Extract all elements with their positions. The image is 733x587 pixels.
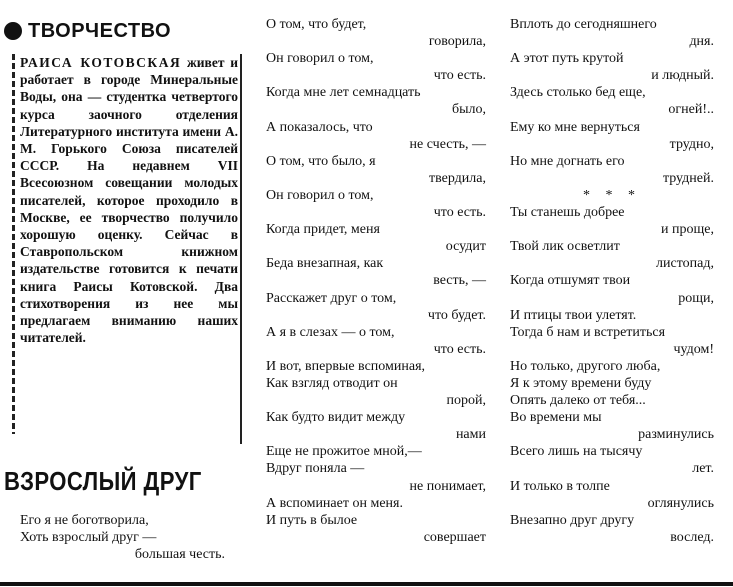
intro-text [20,54,238,346]
poem-separator: * * * [583,187,641,203]
poem-line: трудно, [669,136,714,152]
poem-line: Еще не прожитое мной,— [266,444,422,460]
poem-line: Тогда б нам и встретиться [510,324,666,340]
poem-line: лет. [692,461,714,477]
poem-line: Внезапно друг другу [510,512,635,528]
rubric-title: ТВОРЧЕСТВО [28,19,172,42]
poem-line: Вплоть до сегодняшнего [510,17,657,32]
poem-line: порой, [446,393,486,409]
poem-line: Ты станешь добрее [510,205,625,221]
poem-line: А вспоминает он меня. [266,495,403,511]
rubric-header [4,18,171,44]
poem-line: трудней. [662,170,714,186]
poem-line: чудом! [673,341,714,357]
poem-line: Но мне догнать его [510,153,625,169]
poem-line: что есть. [433,205,486,221]
poem-line: Всего лишь на тысячу [510,444,643,460]
poem-line: оглянулись [647,495,714,511]
poem-line: говорила, [428,34,486,50]
poem-line: И путь в былое [266,512,358,528]
poem-line: Во времени мы [510,410,602,426]
poem-line: большая честь. [134,547,225,563]
poem-line: А я в слезах — о том, [266,324,395,340]
poem-line: разминулись [638,427,714,443]
poem-line: Когда придет, меня [266,222,380,238]
poem-line: Опять далеко от тебя... [510,393,646,409]
poem-column-a [20,512,225,563]
poem-line: не счесть, — [409,136,486,152]
poem-line: огней!.. [668,102,714,118]
column-divider [240,54,242,444]
poem-line: Я к этому времени буду [510,375,652,391]
poem-line: Беда внезапная, как [266,256,384,272]
author-intro [6,54,242,444]
poem-line: Вдруг поняла — [266,461,365,477]
poem-line: весть, — [433,273,486,289]
poem-line: вослед. [670,529,714,545]
poem-line: Хоть взрослый друг — [20,530,157,546]
poem-line: листопад, [656,256,714,272]
poem-line: Он говорил о том, [266,51,374,67]
poem-line: Но только, другого люба, [510,358,661,374]
poem-line: Здесь столько бед еще, [510,85,646,101]
poem-line: осудит [445,239,486,255]
intro-body: живет и работает в городе Минеральные Воды, она — студентка четвертого курса заочного отделения Литературного института имени А. М. Горького Союза писателей СССР. На недавнем VII Всесоюзном совещании молодых писателей, которое проходило в Москве, ее творчество получило хорошую оценку. Сейчас в Ставропольском книжном издательстве готовится к печати книга Раисы Котовской. Два стихотворения из нее мы предлагаем вниманию наших читателей. [20,55,239,346]
poem-line: Когда отшумят твои [510,273,631,289]
poem-line: рощи, [678,290,714,306]
poem-line: Ему ко мне вернуться [510,119,640,135]
poem-line: А этот путь крутой [510,51,624,67]
poem-line: Когда мне лет семнадцать [266,85,421,101]
author-name: РАИСА КОТОВСКАЯ [20,55,182,70]
bottom-rule [0,582,733,586]
poem-column-c [510,16,714,546]
poem-line: О том, что было, я [266,153,376,169]
poem-line: не понимает, [409,478,486,494]
poem-line: И только в толпе [510,478,610,494]
poem-line: что будет. [427,307,486,323]
poem-line: А показалось, что [266,119,373,135]
poem-line: что есть. [433,68,486,84]
poem-line: Расскажет друг о том, [266,290,397,306]
poem-line: было, [451,102,486,118]
poem-line: что есть. [433,341,486,357]
poem-title: ВЗРОСЛЫЙ ДРУГ [4,466,202,496]
poem-line: Он говорил о том, [266,187,374,203]
poem-line: Как будто видит между [266,410,406,426]
poem-line: и проще, [661,222,714,238]
poem-line: и людный. [651,68,714,84]
poem-column-b [266,16,486,546]
bullet-dot-icon [4,22,22,40]
poem-line: Как взгляд отводит он [266,375,398,391]
poem-line: Его я не боготворила, [20,513,149,528]
poem-line: И птицы твои улетят. [510,307,637,323]
poem-line: совершает [423,529,486,545]
poem-line: И вот, впервые вспоминая, [266,358,426,374]
poem-line: О том, что будет, [266,17,367,32]
intro-dashed-bar [12,54,15,434]
poem-line: дня. [689,34,714,50]
poem-line: нами [455,427,486,443]
poem-line: твердила, [429,170,486,186]
poem-line: Твой лик осветлит [510,239,620,255]
